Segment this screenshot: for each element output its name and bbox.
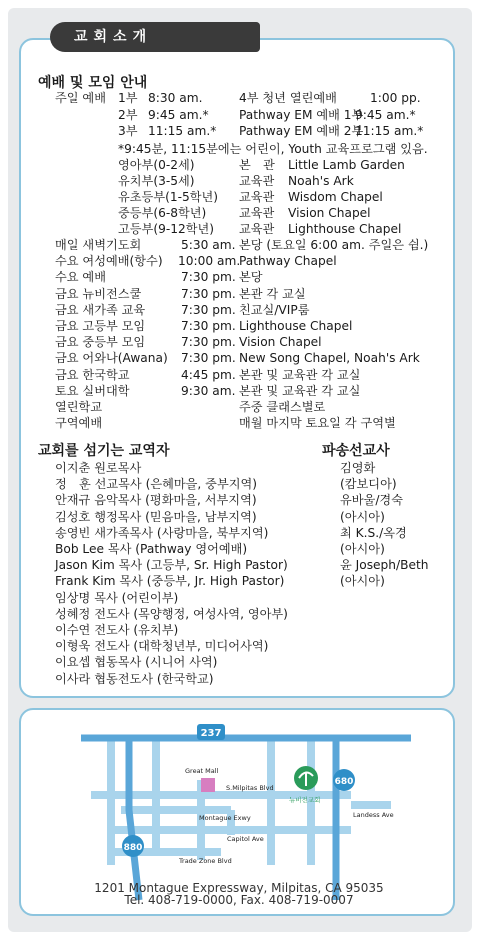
service-number: 2부 xyxy=(118,107,138,122)
staff-item: 송영빈 새가족목사 (사랑마을, 북부지역) xyxy=(55,525,269,540)
svg-text:237: 237 xyxy=(200,728,222,739)
svg-text:680: 680 xyxy=(334,777,354,787)
meeting-name: 매일 새벽기도회 xyxy=(55,238,142,252)
meeting-time: 7:30 pm. xyxy=(181,286,236,301)
meeting-place: 본관 및 교육관 각 교실 xyxy=(239,367,361,382)
church-phone: Tel. 408-719-0000, Fax. 408-719-0007 xyxy=(124,893,354,907)
service-time-2: 1:00 pp. xyxy=(370,91,421,105)
meeting-name: 구역예배 xyxy=(55,416,103,431)
missionary-item: 윤 Joseph/Beth xyxy=(340,558,429,573)
church-logo-icon xyxy=(294,766,318,790)
staff-item: 정 훈 선교목사 (은혜마을, 중부지역) xyxy=(55,477,258,492)
education-note: *9:45분, 11:15분에는 어린이, Youth 교육프로그램 있음. xyxy=(118,142,428,156)
dept-room: Lighthouse Chapel xyxy=(288,222,402,237)
meeting-time: 7:30 pm. xyxy=(181,302,236,317)
staff-item: Jason Kim 목사 (고등부, Sr. High Pastor) xyxy=(55,558,288,573)
dept-name: 유치부(3-5세) xyxy=(118,174,195,189)
dept-name: 고등부(9-12학년) xyxy=(118,222,215,237)
dept-building: 교육관 xyxy=(239,190,275,205)
meeting-time: 10:00 am. xyxy=(178,254,241,269)
meeting-place: Vision Chapel xyxy=(239,335,322,350)
staff-item: 이요셉 협동목사 (시니어 사역) xyxy=(55,655,218,670)
staff-item: Bob Lee 목사 (Pathway 영어예배) xyxy=(55,542,248,556)
missionary-item: 유바울/경숙 xyxy=(340,493,403,508)
dept-room: Little Lamb Garden xyxy=(288,158,405,172)
service-number: 3부 xyxy=(118,124,138,138)
staff-item: 김성호 행정목사 (믿음마을, 남부지역) xyxy=(55,509,257,524)
dept-name: 중등부(6-8학년) xyxy=(118,206,207,221)
meeting-time: 4:45 pm. xyxy=(181,367,236,382)
service-time: 8:30 am. xyxy=(148,91,203,105)
missionary-item: (아시아) xyxy=(340,574,385,589)
missionaries-heading: 파송선교사 xyxy=(322,443,390,459)
meeting-name: 수요 예배 xyxy=(55,270,106,285)
missionary-item: (아시아) xyxy=(340,509,385,524)
service-time: 9:45 am.* xyxy=(148,107,209,122)
great-mall-icon xyxy=(201,778,215,792)
staff-item: Frank Kim 목사 (중등부, Jr. High Pastor) xyxy=(55,574,285,589)
dept-room: Wisdom Chapel xyxy=(288,190,383,205)
meeting-time: 7:30 pm. xyxy=(181,335,236,350)
highway-880-shield xyxy=(122,835,144,857)
meeting-name: 수요 여성예배(항수) xyxy=(55,254,163,269)
meeting-time: 7:30 pm. xyxy=(181,351,236,366)
meeting-place: Lighthouse Chapel xyxy=(239,319,353,333)
highway-237-shield xyxy=(197,724,225,740)
meeting-name: 금요 새가족 교육 xyxy=(55,302,146,317)
service-time-2: 9:45 am.* xyxy=(355,107,416,122)
service-name: Pathway EM 예배 1부 xyxy=(239,107,364,122)
church-map-label: 뉴비전교회 xyxy=(289,796,321,804)
meeting-time: 7:30 pm. xyxy=(181,270,236,285)
service-time: 11:15 am.* xyxy=(148,124,217,138)
capitol-label: Capitol Ave xyxy=(227,835,264,843)
dept-room: Vision Chapel xyxy=(288,206,371,221)
svg-text:880: 880 xyxy=(123,843,143,853)
missionary-item: (캄보디아) xyxy=(340,477,397,492)
meeting-time: 9:30 am. xyxy=(181,383,236,398)
meeting-name: 금요 뉴비전스쿨 xyxy=(55,286,142,301)
staff-item: 이사라 협동전도사 (한국학교) xyxy=(55,671,214,686)
meeting-place: 본관 및 교육관 각 교실 xyxy=(239,383,361,398)
highway-680-shield xyxy=(333,769,355,791)
s-milpitas-label: S.Milpitas Blvd xyxy=(226,784,274,792)
meeting-name: 금요 중등부 모임 xyxy=(55,335,146,350)
staff-item: 이형욱 전도사 (대학청년부, 미디어사역) xyxy=(55,639,269,654)
sunday-label: 주일 예배 xyxy=(55,91,106,105)
great-mall-label: Great Mall xyxy=(185,767,219,775)
dept-building: 교육관 xyxy=(239,206,275,221)
staff-item: 이수연 전도사 (유치부) xyxy=(55,623,179,637)
missionary-item: (아시아) xyxy=(340,542,385,556)
meeting-place: 본당 xyxy=(239,270,263,285)
meeting-place: 본관 각 교실 xyxy=(239,286,306,301)
service-name: Pathway EM 예배 2부 xyxy=(239,124,364,138)
dept-building: 교육관 xyxy=(239,174,275,189)
meeting-place: 매월 마지막 토요일 각 구역별 xyxy=(239,416,396,431)
meeting-name: 열린학교 xyxy=(55,400,103,414)
dept-building: 교육관 xyxy=(239,222,275,237)
meeting-name: 금요 한국학교 xyxy=(55,367,130,382)
map-card xyxy=(19,708,455,916)
service-name: 4부 청년 열린예배 xyxy=(239,91,337,105)
dept-name: 영아부(0-2세) xyxy=(118,158,195,172)
meeting-time: 7:30 pm. xyxy=(181,319,236,333)
staff-item: 성혜정 전도사 (목양행정, 여성사역, 영아부) xyxy=(55,606,288,621)
dept-name: 유초등부(1-5학년) xyxy=(118,190,219,205)
service-time-2: 11:15 am.* xyxy=(355,124,424,138)
landess-label: Landess Ave xyxy=(353,811,394,819)
meeting-place: 주중 클래스별로 xyxy=(239,400,326,414)
service-number: 1부 xyxy=(118,91,138,105)
dept-building: 본 관 xyxy=(239,158,275,172)
meeting-place: 본당 (토요일 6:00 am. 주일은 쉼.) xyxy=(239,238,429,252)
meeting-time: 5:30 am. xyxy=(181,238,236,252)
missionary-item: 최 K.S./옥경 xyxy=(340,525,407,540)
meeting-name: 금요 어와나(Awana) xyxy=(55,351,168,366)
meeting-name: 토요 실버대학 xyxy=(55,383,130,398)
staff-item: 안재규 음악목사 (평화마을, 서부지역) xyxy=(55,493,257,508)
page-title: 교회소개 xyxy=(50,22,260,52)
church-address: 1201 Montague Expressway, Milpitas, CA 95035 xyxy=(94,881,384,895)
meeting-name: 금요 고등부 모임 xyxy=(55,319,146,333)
dept-room: Noah's Ark xyxy=(288,174,354,189)
worship-heading: 예배 및 모임 안내 xyxy=(38,75,148,91)
montague-label: Montague Exwy xyxy=(199,814,251,822)
staff-item: 임상명 목사 (어린이부) xyxy=(55,590,179,605)
meeting-place: Pathway Chapel xyxy=(239,254,337,269)
meeting-place: New Song Chapel, Noah's Ark xyxy=(239,351,420,366)
trade-zone-label: Trade Zone Blvd xyxy=(179,857,232,865)
staff-item: 이지춘 원로목사 xyxy=(55,461,142,475)
staff-heading: 교회를 섬기는 교역자 xyxy=(38,443,170,459)
meeting-place: 친교실/VIP룸 xyxy=(239,302,310,317)
missionary-item: 김영화 xyxy=(340,461,376,475)
